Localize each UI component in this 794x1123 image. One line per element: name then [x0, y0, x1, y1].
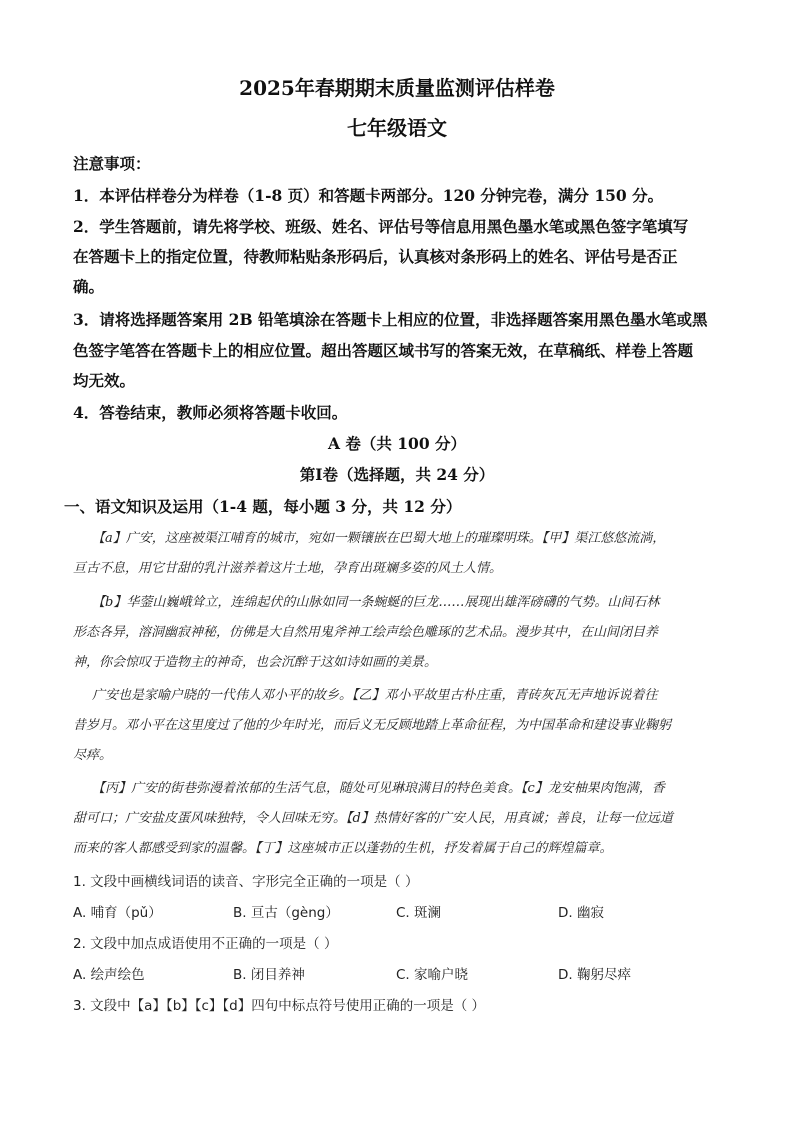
question-option: C. 家喻户晓 [396, 967, 469, 983]
exam-subtitle: 七年级语文 [347, 116, 447, 140]
notice-line: 1．本评估样卷分为样卷（1-8 页）和答题卡两部分。120 分钟完卷，满分 150 分。 [73, 186, 664, 205]
passage-line: 形态各异，溶洞幽寂神秘，仿佛是大自然用鬼斧神工绘声绘色雕琢的艺术品。漫步其中，在山间闭目养 [73, 625, 659, 640]
passage-line: 昔岁月。邓小平在这里度过了他的少年时光，而后义无反顾地踏上革命征程，为中国革命和建设事业鞠躬 [73, 718, 672, 733]
question-option: B. 亘古（gèng） [233, 905, 339, 921]
question-option: A. 哺育（pǔ） [73, 905, 162, 921]
notice-line: 色签字笔答在答题卡上的相应位置。超出答题区域书写的答案无效，在草稿纸、样卷上答题 [73, 341, 694, 360]
notice-line: 均无效。 [73, 371, 136, 390]
notice-line: 确。 [73, 277, 105, 296]
passage-line: 而来的客人都感受到家的温馨。【丁】这座城市正以蓬勃的生机，抒发着属于自己的辉煌篇章。 [73, 841, 613, 856]
question-stem: 2. 文段中加点成语使用不正确的一项是（ ） [73, 936, 338, 952]
notice-line: 3．请将选择题答案用 2B 铅笔填涂在答题卡上相应的位置，非选择题答案用黑色墨水笔或黑 [73, 310, 708, 329]
passage-line: 【a】广安，这座被渠江哺育的城市，宛如一颗镶嵌在巴蜀大地上的璀璨明珠。【甲】渠江悠悠流淌， [92, 531, 666, 546]
question-option: A. 绘声绘色 [73, 967, 145, 983]
passage-line: 亘古不息，用它甘甜的乳汁滋养着这片土地，孕育出斑斓多姿的风土人情。 [73, 561, 503, 576]
passage-line: 神，你会惊叹于造物主的神奇，也会沉醉于这如诗如画的美景。 [73, 655, 438, 670]
passage-line: 甜可口；广安盐皮蛋风味独特，令人回味无穷。【d】热情好客的广安人民，用真诚；善良，让每一位远道 [73, 811, 673, 826]
notice-line: 4．答卷结束，教师必须将答题卡收回。 [73, 403, 348, 422]
section-heading: 一、语文知识及运用（1-4 题，每小题 3 分，共 12 分） [64, 497, 462, 516]
passage-line: 【b】华蓥山巍峨耸立，连绵起伏的山脉如同一条蜿蜒的巨龙……展现出雄浑磅礴的气势。山间石林 [92, 595, 660, 610]
notice-heading: 注意事项： [73, 154, 151, 173]
passage-line: 【丙】广安的街巷弥漫着浓郁的生活气息，随处可见琳琅满目的特色美食。【c】龙安柚果肉饱满，香 [92, 781, 665, 796]
notice-line: 2．学生答题前，请先将学校、班级、姓名、评估号等信息用黑色墨水笔或黑色签字笔填写 [73, 217, 689, 236]
exam-title: 2025年春期期末质量监测评估样卷 [239, 76, 555, 100]
question-option: D. 鞠躬尽瘁 [558, 967, 631, 983]
passage-line: 广安也是家喻户晓的一代伟人邓小平的故乡。【乙】邓小平故里古朴庄重，青砖灰瓦无声地诉说着往 [92, 688, 658, 703]
question-option: C. 斑澜 [396, 905, 442, 921]
passage-line: 尽瘁。 [73, 748, 113, 763]
volume-a-heading: A 卷（共 100 分） [327, 434, 467, 453]
question-option: D. 幽寂 [558, 905, 604, 921]
notice-line: 在答题卡上的指定位置，待教师粘贴条形码后，认真核对条形码上的姓名、评估号是否正 [73, 247, 678, 266]
question-option: B. 闭目养神 [233, 967, 305, 983]
part-one-heading: 第Ⅰ卷（选择题，共 24 分） [299, 465, 495, 484]
question-stem: 3. 文段中【a】【b】【c】【d】四句中标点符号使用正确的一项是（ ） [73, 998, 486, 1014]
question-stem: 1. 文段中画横线词语的读音、字形完全正确的一项是（ ） [73, 874, 419, 890]
